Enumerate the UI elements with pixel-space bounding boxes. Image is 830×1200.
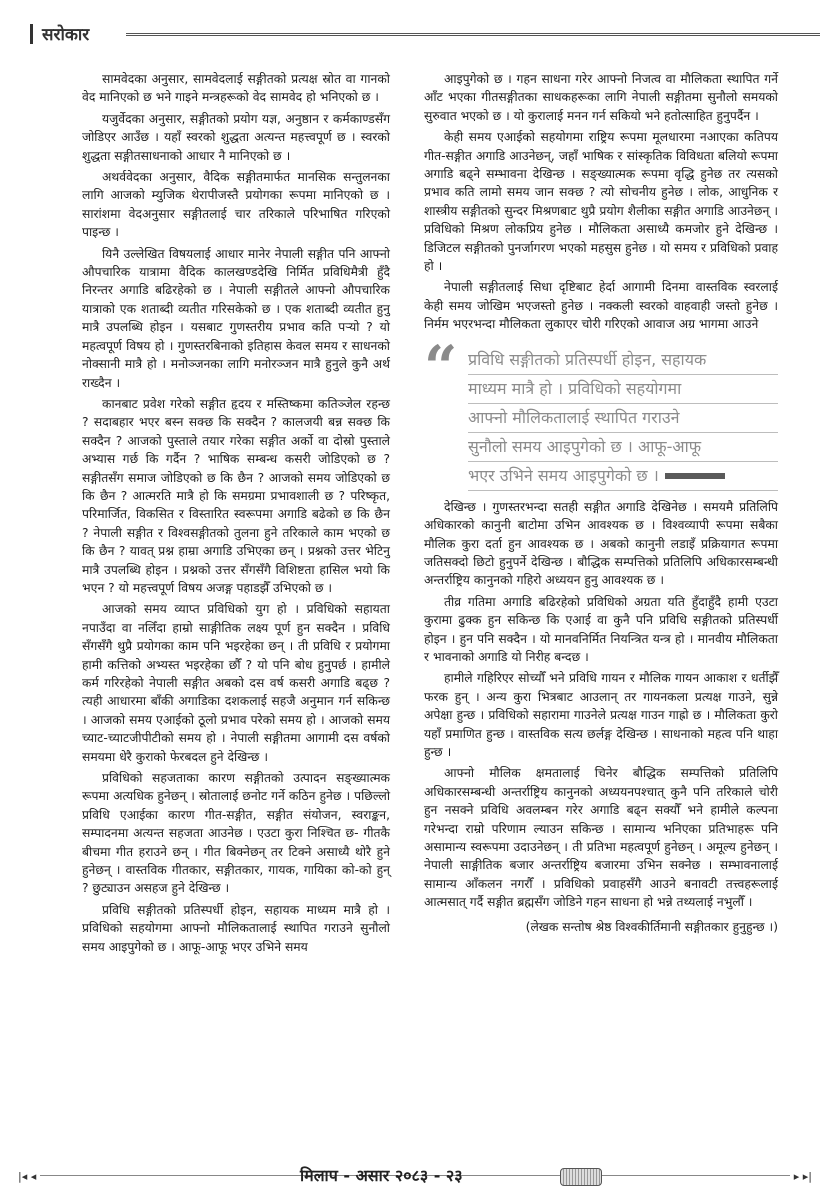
quote-end-bar xyxy=(665,473,725,479)
page-footer xyxy=(0,1156,830,1200)
paragraph: प्रविधि सङ्गीतको प्रतिस्पर्धी होइन, सहायक माध्यम मात्रै हो । प्रविधिको सहयोगमा आफ्नो मौलिकतालाई स्थापित गराउने सुनौलो समय आइपुगेको छ । आफू-आफू भएर उभिने समय xyxy=(82,902,390,954)
pull-quote-line: सुनौलो समय आइपुगेको छ । आफू-आफू xyxy=(468,433,778,462)
paragraph: तीव्र गतिमा अगाडि बढिरहेको प्रविधिको अग्रता यति हुँदाहुँदै हामी एउटा कुरामा ढुक्क हुन सकिन्छ कि एआई वा कुनै पनि प्रविधि सङ्गीतको प्रतिस्पर्धी होइन । हुन पनि सक्दैन । यो मानवनिर्मित नियन्त्रित यन्त्र हो । मानवीय मौलिकता र भावनाको अगाडि यो निरीह बन्दछ । xyxy=(424,594,778,664)
scroll-handle[interactable] xyxy=(560,1168,602,1186)
header-bar xyxy=(30,24,33,44)
pull-quote-line: माध्यम मात्रै हो । प्रविधिको सहयोगमा xyxy=(468,375,778,404)
left-column xyxy=(82,70,390,959)
right-column xyxy=(424,70,778,939)
header-rule xyxy=(126,33,820,36)
paragraph: आजको समय व्याप्त प्रविधिको युग हो । प्रविधिको सहायता नपाउँदा वा नलिँदा हाम्रो साङ्गीतिक लक्ष्य पूर्ण हुन सक्दैन । प्रविधि सँगसँगै थुप्रै प्रयोगका काम पनि भइरहेका छन् । ती प्रविधि र प्रयोगमा हामी कत्तिको अभ्यस्त भइरहेका छौँ ? यो पनि बोध हुनुपर्छ । हामीले कर्म गरिरहेको नेपाली सङ्गीत अबको दस वर्ष कसरी अगाडि बढ्छ ? त्यही आधारमा बाँकी अगाडिका दशकलाई सहजै अनुमान गर्न सकिन्छ । आजको समय एआईको ठूलो प्रभाव परेको समय हो । आजको समय च्याट-च्याटजीपीटीको समय हो । नेपाली सङ्गीतमा आगामी दस वर्षको समयमा धेरै कुराको फेरबदल हुने देखिन्छ । xyxy=(82,602,390,764)
page-number-line: मिलाप - असार २०८३ - २३ xyxy=(300,1166,463,1185)
paragraph: आफ्नो मौलिक क्षमतालाई चिनेर बौद्धिक सम्पत्तिको प्रतिलिपि अधिकारसम्बन्धी अन्तर्राष्ट्रिय कानुनको अध्ययनपश्चात् कुनै पनि तरिकाले चोरी हुन नसक्ने प्रविधि अवलम्बन गरेर अगाडि बढ्न सक्यौँ भने हामीले कल्पना गरेभन्दा राम्रो परिणाम ल्याउन सकिन्छ । सामान्य भनिएका प्रतिभाहरू पनि असामान्य स्वरूपमा उदाउनेछन् । ती प्रतिभा महत्वपूर्ण हुनेछन् । अमूल्य हुनेछन् । नेपाली साङ्गीतिक बजार अन्तर्राष्ट्रिय बजारमा उभिन सक्नेछ । सम्भावनालाई सामान्य आँकलन नगरौँ । प्रविधिको प्रवाहसँगै आउने बनावटी तत्त्वहरूलाई आत्मसात् गर्दै सङ्गीत ब्रह्मसँग जोडिने गहन साधना हो भन्ने तथ्यलाई नभुलौँ । xyxy=(424,766,778,910)
section-title: सरोकार xyxy=(42,25,90,45)
paragraph: सामवेदका अनुसार, सामवेदलाई सङ्गीतको प्रत्यक्ष स्रोत वा गानको वेद मानिएको छ भने गाइने मन्त्रहरूको वेद सामवेद हो भनिएको छ । xyxy=(82,72,390,105)
pull-quote xyxy=(424,332,778,485)
paragraph: यजुर्वेदका अनुसार, सङ्गीतको प्रयोग यज्ञ, अनुष्ठान र कर्मकाण्डसँग जोडिएर आउँछ । यहाँ स्वरको शुद्धता अत्यन्त महत्त्वपूर्ण छ । स्वरको शुद्धता सङ्गीतसाधनाको आधार नै मानिएको छ । xyxy=(82,111,390,163)
paragraph: आइपुगेको छ । गहन साधना गरेर आफ्नो निजत्व वा मौलिकता स्थापित गर्ने आँट भएका गीतसङ्गीतका साधकहरूका लागि नेपाली सङ्गीतमा सुनौलो समयको सुरुवात भएको छ । यो कुरालाई मनन गर्न सकियो भने हतोत्साहित हुनुपर्दैन । xyxy=(424,72,778,123)
paragraph: अथर्ववेदका अनुसार, वैदिक सङ्गीतमार्फत मानसिक सन्तुलनका लागि आजको म्युजिक थेरापीजस्तै प्रयोगका रूपमा मानिएको छ । सारांशमा वेदअनुसार सङ्गीतलाई चार तरिकाले परिभाषित गरिएको पाइन्छ । xyxy=(82,170,390,240)
paragraph: प्रविधिको सहजताका कारण सङ्गीतको उत्पादन सङ्ख्यात्मक रूपमा अत्यधिक हुनेछन् । स्रोतालाई छनोट गर्ने कठिन हुनेछ । पछिल्लो प्रविधि एआईका कारण गीत-सङ्गीत, सङ्गीत संयोजन, स्वराङ्कन, सम्पादनमा अत्यन्त सहजता आउनेछ । एउटा कुरा निश्चित छ- गीतकै बीचमा गीत हराउने छन् । गीत बिक्नेछन् तर टिक्ने असाध्यै थोरै हुने हुनेछन् । वास्तविक गीतकार, सङ्गीतकार, गायक, गायिका को-को हुन् ? छुट्याउन असहज हुने देखिन्छ । xyxy=(82,771,390,896)
paragraph: हामीले गहिरिएर सोच्यौँ भने प्रविधि गायन र मौलिक गायन आकाश र धर्तीझैँ फरक हुन् । अन्य कुरा भित्रबाट आउलान् तर गायनकला प्रत्यक्ष गाउने, सुन्ने अपेक्षा हुन्छ । प्रविधिको सहारामा गाउनेले प्रत्यक्ष गाउन गाह्रो छ । मौलिकता कुरो यहाँ प्रमाणित हुन्छ । वास्तविक सत्य छर्लङ्ग देखिन्छ । साधनाको महत्व पनि थाहा हुन्छ । xyxy=(424,671,778,759)
paragraph: कानबाट प्रवेश गरेको सङ्गीत हृदय र मस्तिष्कमा कतिञ्जेल रहन्छ ? सदाबहार भएर बस्न सक्छ कि सक्दैन ? कालजयी बन्न सक्छ कि सक्दैन ? आजको पुस्ताले तयार गरेका सङ्गीत अर्को वा दोस्रो पुस्ताले अभ्यास गर्छ कि गर्दैन ? भाषिक सम्बन्ध कसरी जोडिएको छ ? सङ्गीतसँग समाज जोडिएको छ कि छैन ? आजको समय जोडिएको छ कि छैन ? आत्मरति मात्रै हो कि समग्रमा प्रभावशाली छ ? परिष्कृत, परिमार्जित, विकसित र विस्तारित स्वरूपमा अगाडि बढेको छ कि छैन ? नेपाली सङ्गीत र विश्वसङ्गीतको तुलना हुने तरिकाले काम भएको छ कि छैन ? यावत् प्रश्न हाम्रा अगाडि उभिएका छन् । प्रश्नको उत्तर भेटिनु मात्रै उपलब्धि होइन । प्रश्नको उत्तर सँगसँगै विशिष्टता हासिल भयो कि भएन ? यो महत्त्वपूर्ण विषय अजङ्ग पहाडझैँ उभिएको छ । xyxy=(82,396,390,595)
paragraph: देखिन्छ । गुणस्तरभन्दा सतही सङ्गीत अगाडि देखिनेछ । समयमै प्रतिलिपि अधिकारको कानुनी बाटोमा उभिन आवश्यक छ । विश्वव्यापी रूपमा सबैका मौलिक कुरा दर्ता हुन आवश्यक छ । अबको कानुनी लडाइँ प्रक्रियागत रूपमा जतिसक्दो छिटो हुनुपर्ने देखिन्छ । बौद्धिक सम्पत्तिको प्रतिलिपि अधिकारसम्बन्धी अन्तर्राष्ट्रिय कानुनको गहिरो अध्ययन हुनु आवश्यक छ । xyxy=(424,499,778,588)
pull-quote-line xyxy=(468,462,778,491)
pull-quote-line: प्रविधि सङ्गीतको प्रतिस्पर्धी होइन, सहायक xyxy=(468,346,778,375)
pull-quote-last: भएर उभिने समय आइपुगेको छ । xyxy=(468,465,659,485)
next-page-icon[interactable]: ▸ ▸| xyxy=(793,1170,812,1183)
pull-quote-line: आफ्नो मौलिकतालाई स्थापित गराउने xyxy=(468,404,778,433)
paragraph: केही समय एआईको सहयोगमा राष्ट्रिय रूपमा मूलधारमा नआएका कतिपय गीत-सङ्गीत अगाडि आउनेछन्, जहाँ भाषिक र सांस्कृतिक विविधता बलियो रूपमा अगाडि बढ्ने सम्भावना देखिन्छ । सङ्ख्यात्मक रूपमा वृद्धि हुनेछ तर त्यसको प्रभाव कति लामो समय जान सक्छ ? त्यो सोचनीय हुनेछ । लोक, आधुनिक र शास्त्रीय सङ्गीतको सुन्दर मिश्रणबाट थुप्रै प्रयोग शैलीका सङ्गीत अगाडि आउनेछन् । प्रविधिको मिश्रण लोकप्रिय हुनेछ । मौलिकता असाध्यै कमजोर हुने देखिन्छ । डिजिटल सङ्गीतको पुनर्जागरण भएको महसुस हुनेछ । यो समय र प्रविधिको प्रवाह हो । xyxy=(424,130,778,274)
quote-mark-icon: “ xyxy=(424,332,458,401)
prev-page-icon[interactable]: |◂ ◂ xyxy=(18,1170,37,1183)
section-header xyxy=(30,18,820,48)
paragraph: नेपाली सङ्गीतलाई सिधा दृष्टिबाट हेर्दा आगामी दिनमा वास्तविक स्वरलाई केही समय जोखिम भएजस्तो हुनेछ । नक्कली स्वरको वाहवाही जस्तो हुनेछ । निर्मम भएरभन्दा मौलिकता लुकाएर चोरी गरिएको आवाज अग्र भागमा आउने xyxy=(424,280,778,332)
author-credit: (लेखक सन्तोष श्रेष्ठ विश्वकीर्तिमानी सङ्गीतकार हुनुहुन्छ ।) xyxy=(525,919,778,934)
pull-quote-text xyxy=(468,346,778,491)
paragraph: यिनै उल्लेखित विषयलाई आधार मानेर नेपाली सङ्गीत पनि आफ्नो औपचारिक यात्रामा वैदिक कालखण्डदेखि निर्मित प्रविधिमैत्री हुँदै निरन्तर अगाडि बढिरहेको छ । नेपाली सङ्गीतले आफ्नो औपचारिक यात्राको एक शताब्दी व्यतीत गरिसकेको छ । एक शताब्दी व्यतीत हुनु मात्रै उपलब्धि होइन । यसबाट गुणस्तरीय प्रभाव कति पऱ्यो ? यो महत्वपूर्ण विषय हो । गुणस्तरबिनाको इतिहास केवल समय र साधनको नोक्सानी मात्रै हो । मनोञ्जनका लागि मनोरञ्जन मात्रै हुनुले कुनै अर्थ राख्दैन । xyxy=(82,246,390,390)
